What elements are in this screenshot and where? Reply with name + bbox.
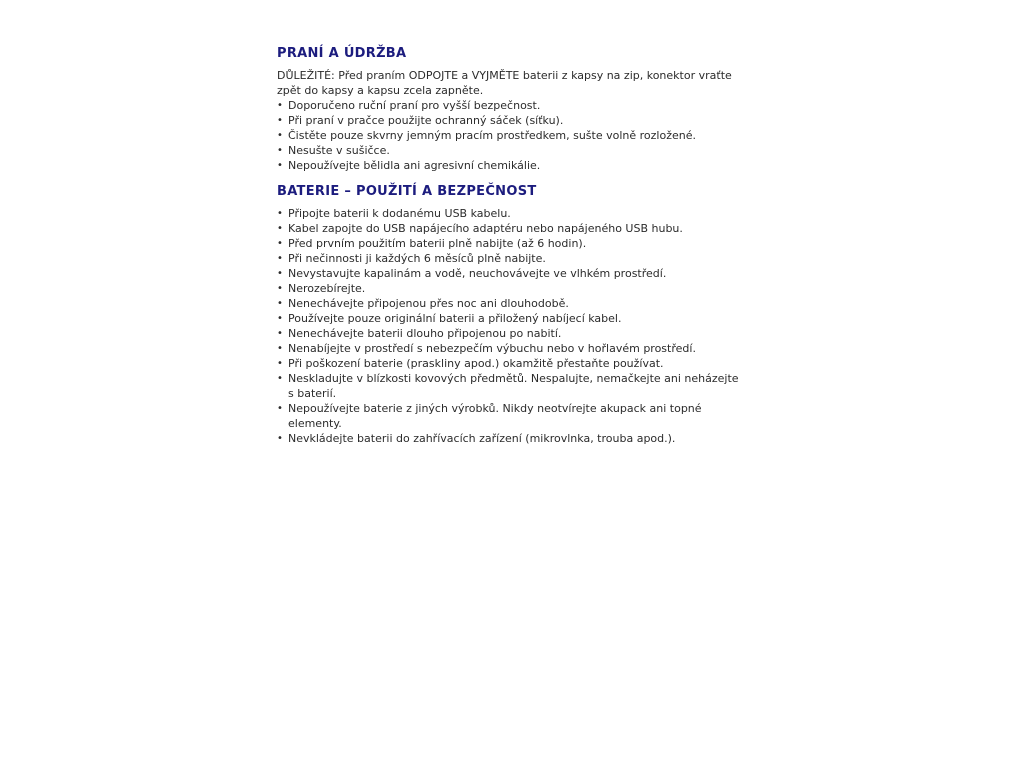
list-item: • Nenechávejte připojenou přes noc ani dlouhodobě. <box>277 296 747 311</box>
list-item: • Připojte baterii k dodanému USB kabelu. <box>277 206 747 221</box>
list-item: • Čistěte pouze skvrny jemným pracím prostředkem, sušte volně rozložené. <box>277 128 747 143</box>
battery-section-title: BATERIE – POUŽITÍ A BEZPEČNOST <box>277 184 537 199</box>
list-item: • Nevkládejte baterii do zahřívacích zařízení (mikrovlnka, trouba apod.). <box>277 431 747 446</box>
list-item: • Při poškození baterie (praskliny apod.) okamžitě přestaňte používat. <box>277 356 747 371</box>
list-item: • Nepoužívejte bělidla ani agresivní chemikálie. <box>277 158 747 173</box>
list-item: • Nesušte v sušičce. <box>277 143 747 158</box>
list-item: • Při praní v pračce použijte ochranný sáček (síťku). <box>277 113 747 128</box>
list-item: • Nerozebírejte. <box>277 281 747 296</box>
list-item: • Nepoužívejte baterie z jiných výrobků. Nikdy neotvírejte akupack ani topné elementy. <box>277 401 747 431</box>
list-item: • Nenechávejte baterii dlouho připojenou po nabití. <box>277 326 747 341</box>
list-item: • Používejte pouze originální baterii a přiložený nabíjecí kabel. <box>277 311 747 326</box>
list-item: • Neskladujte v blízkosti kovových předmětů. Nespalujte, nemačkejte ani neházejte s baterií. <box>277 371 747 401</box>
list-item: • Doporučeno ruční praní pro vyšší bezpečnost. <box>277 98 747 113</box>
list-item: • Před prvním použitím baterii plně nabijte (až 6 hodin). <box>277 236 747 251</box>
care-instructions-document <box>277 44 747 446</box>
list-item: • Při nečinnosti ji každých 6 měsíců plně nabijte. <box>277 251 747 266</box>
washing-section-title: PRANÍ A ÚDRŽBA <box>277 46 407 61</box>
washing-list <box>277 98 747 173</box>
list-item: • Nenabíjejte v prostředí s nebezpečím výbuchu nebo v hořlavém prostředí. <box>277 341 747 356</box>
list-item: • Nevystavujte kapalinám a vodě, neuchovávejte ve vlhkém prostředí. <box>277 266 747 281</box>
battery-list <box>277 206 747 446</box>
washing-intro-text: DŮLEŽITÉ: Před praním ODPOJTE a VYJMĚTE baterii z kapsy na zip, konektor vraťte zpět do kapsy a kapsu zcela zapněte. <box>277 69 732 97</box>
list-item: • Kabel zapojte do USB napájecího adaptéru nebo napájeného USB hubu. <box>277 221 747 236</box>
